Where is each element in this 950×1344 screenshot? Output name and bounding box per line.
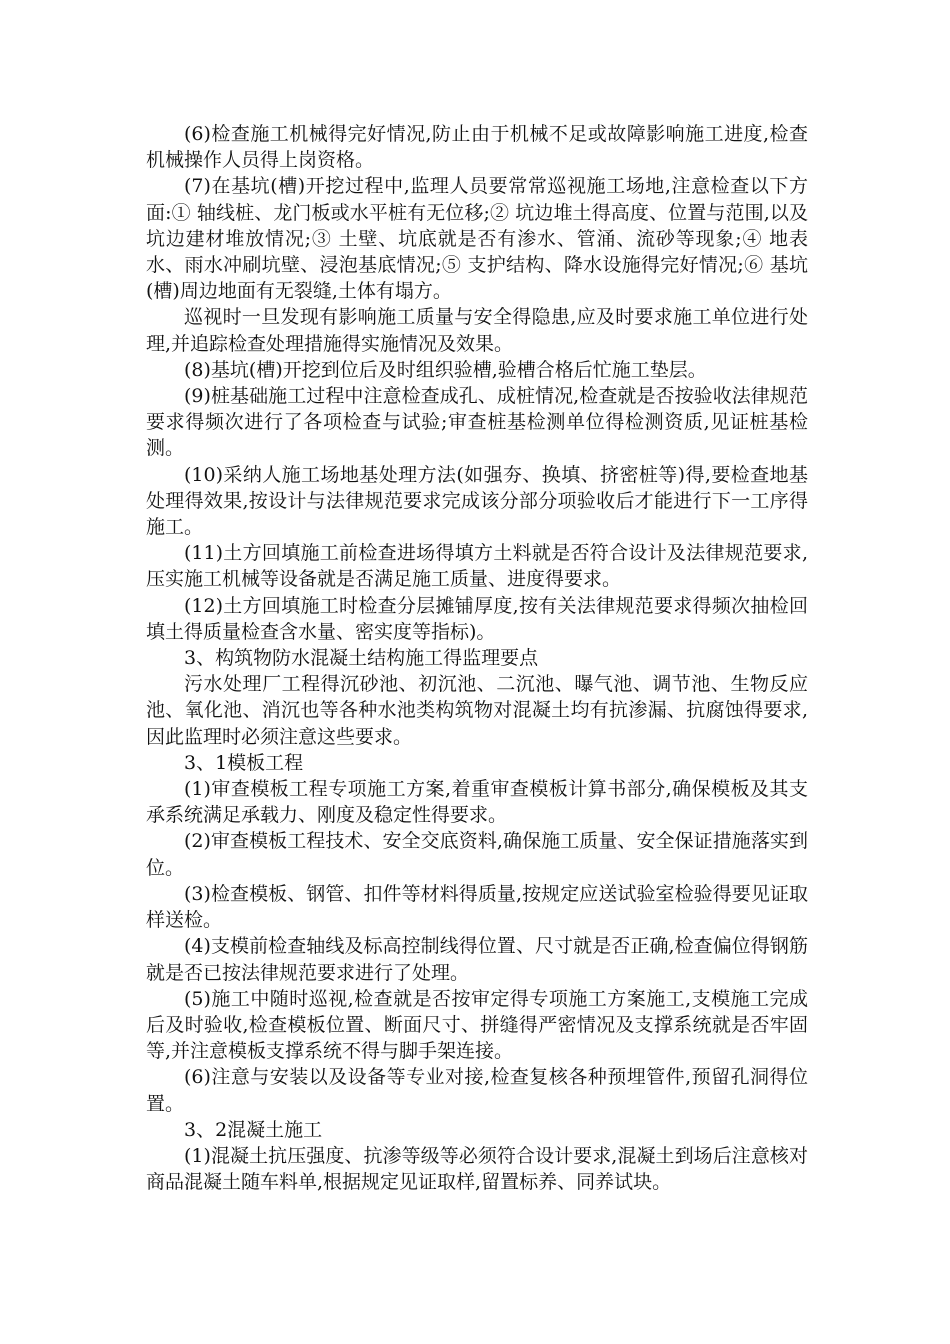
paragraph-item-10-ground-treatment: (10)采纳人施工场地基处理方法(如强夯、换填、挤密桩等)得,要检查地基处理得效果,按设计与法律规范要求完成该分部分项验收后才能进行下一工序得施工。 — [146, 463, 808, 539]
paragraph-item-8-trench-acceptance: (8)基坑(槽)开挖到位后及时组织验槽,验槽合格后忙施工垫层。 — [184, 358, 707, 381]
paragraph-formwork-6: (6)注意与安装以及设备等专业对接,检查复核各种预埋管件,预留孔洞得位置。 — [146, 1066, 808, 1115]
paragraph-concrete-1: (1)混凝土抗压强度、抗渗等级等必须符合设计要求,混凝土到场后注意核对商品混凝土随车料单,根据规定见证取样,留置标养、同养试块。 — [146, 1144, 808, 1194]
paragraph-patrol-hazard: 巡视时一旦发现有影响施工质量与安全得隐患,应及时要求施工单位进行处理,并追踪检查处理措施得实施情况及效果。 — [146, 306, 808, 355]
paragraph-item-11-backfill-material: (11)土方回填施工前检查进场得填方土料就是否符合设计及法律规范要求,压实施工机械等设备就是否满足施工质量、进度得要求。 — [146, 542, 808, 591]
paragraph-item-12-backfill-layers: (12)土方回填施工时检查分层摊铺厚度,按有关法律规范要求得频次抽检回填土得质量检查含水量、密实度等指标)。 — [146, 594, 808, 643]
subsection-heading-3-1: 3、1模板工程 — [184, 751, 304, 774]
paragraph-formwork-3: (3)检查模板、钢管、扣件等材料得质量,按规定应送试验室检验得要见证取样送检。 — [146, 882, 808, 932]
paragraph-formwork-2: (2)审查模板工程技术、安全交底资料,确保施工质量、安全保证措施落实到位。 — [146, 830, 808, 879]
paragraph-formwork-5: (5)施工中随时巡视,检查就是否按审定得专项施工方案施工,支模施工完成后及时验收,检查模板位置、断面尺寸、拼缝得严密情况及支撑系统就是否牢固等,并注意模板支撑系统不得与脚手架连接。 — [146, 987, 808, 1063]
paragraph-section-3-intro: 污水处理厂工程得沉砂池、初沉池、二沉池、曝气池、调节池、生物反应池、氧化池、消沉也等各种水池类构筑物对混凝土均有抗渗漏、抗腐蚀得要求,因此监理时必须注意这些要求。 — [146, 673, 808, 748]
subsection-heading-3-2: 3、2混凝土施工 — [184, 1118, 323, 1141]
paragraph-item-6-machinery: (6)检查施工机械得完好情况,防止由于机械不足或故障影响施工进度,检查机械操作人员得上岗资格。 — [146, 123, 808, 172]
paragraph-formwork-4: (4)支模前检查轴线及标高控制线得位置、尺寸就是否正确,检查偏位得钢筋就是否已按法律规范要求进行了处理。 — [146, 935, 808, 984]
paragraph-item-9-pile-foundation: (9)桩基础施工过程中注意检查成孔、成桩情况,检查就是否按验收法律规范要求得频次进行了各项检查与试验;审查桩基检测单位得检测资质,见证桩基检测。 — [146, 385, 808, 460]
paragraph-item-7-excavation-inspection: (7)在基坑(槽)开挖过程中,监理人员要常常巡视施工场地,注意检查以下方面:① 轴线桩、龙门板或水平桩有无位移;② 坑边堆土得高度、位置与范围,以及坑边建材堆放情况;③ 土壁、坑底就是否有渗水、管涌、流砂等现象;④ 地表水、雨水冲刷坑壁、浸泡基底情况;⑤ 支护结构、降水设施得完好情况;⑥ 基坑(槽)周边地面有无裂缝,土体有塌方。 — [146, 175, 808, 303]
paragraph-formwork-1: (1)审查模板工程专项施工方案,着重审查模板计算书部分,确保模板及其支承系统满足承载力、刚度及稳定性得要求。 — [146, 778, 808, 827]
section-heading-3: 3、构筑物防水混凝土结构施工得监理要点 — [184, 647, 539, 670]
document-body — [146, 121, 808, 1195]
